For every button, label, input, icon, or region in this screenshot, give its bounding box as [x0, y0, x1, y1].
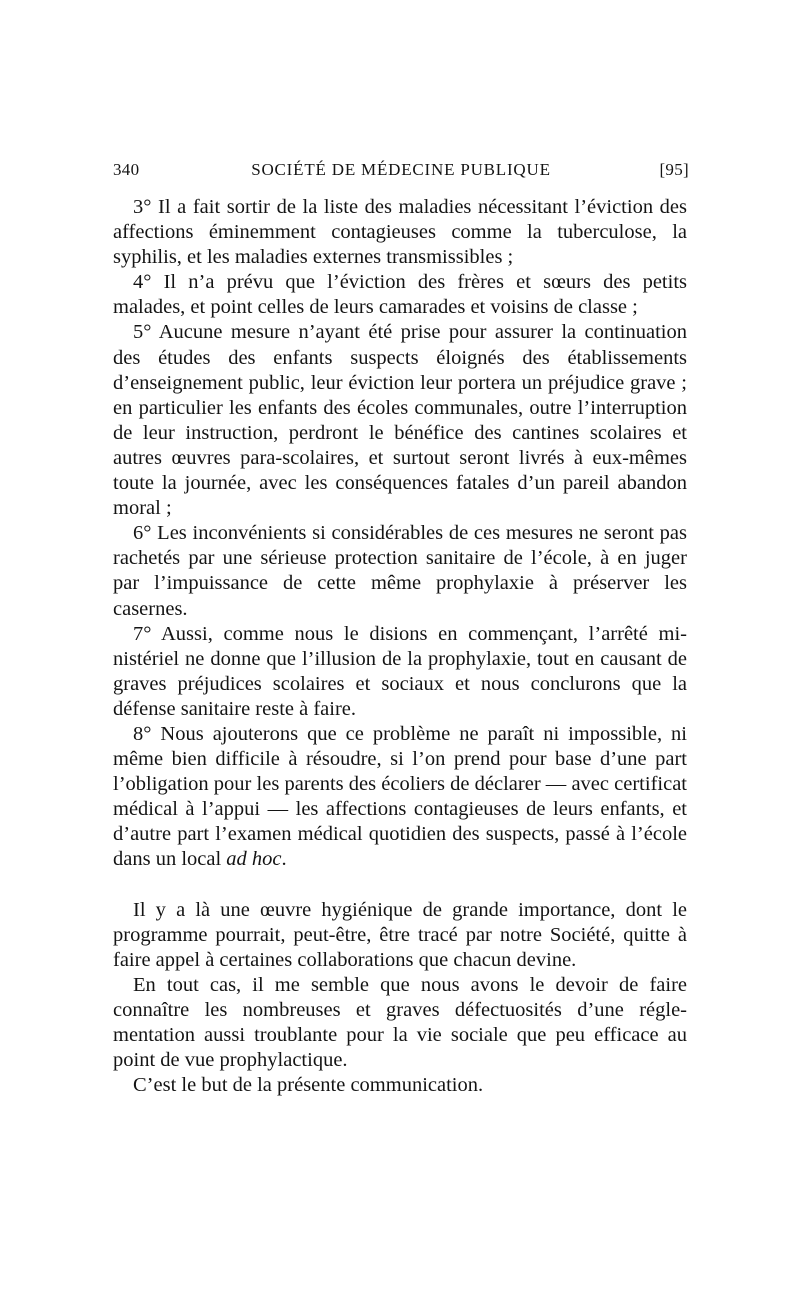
page-body: [113, 195, 687, 1098]
paragraph-item-8-end: .: [281, 848, 287, 871]
latin-phrase: ad hoc: [226, 848, 282, 871]
paragraph-item-5: 5° Aucune mesure n’ayant été prise pour assurer la continuation des études des enfants suspects éloignés des établissements d’enseignement public, leur éviction leur portera un préjudice grave ; en particulier les enfants des écoles communales, outre l’interruption de leur instruction, perdront le bénéfice des cantines scolaires et autres œuvres para-scolaires, et surtout seront livrés à eux-mêmes toute la journée, avec les conséquences fatales d’un pareil abandon moral ;: [113, 321, 687, 520]
closing-paragraph-1: Il y a là une œuvre hygiénique de grande importance, dont le programme pourrait, peut-être, être tracé par notre Société, quitte à faire appel à certaines collaborations que chacun devine.: [113, 898, 687, 971]
paragraph-item-8-text: 8° Nous ajouterons que ce problème ne paraît ni impossible, ni même bien difficile à résoudre, si l’on prend pour base d’une part l’obligation pour les parents des écoliers de déclarer — avec certificat médical à l’appui — les affections contagieuses de leurs enfants, et d’autre part l’examen médical quotidien des suspects, passé à l’école dans un local: [113, 722, 687, 871]
running-header: [113, 160, 689, 184]
paragraph-item-8: [113, 722, 687, 873]
running-title: SOCIÉTÉ DE MÉDECINE PUBLIQUE: [251, 160, 551, 179]
paragraph-item-7: 7° Aussi, comme nous le disions en commençant, l’arrêté ministériel ne donne que l’illusion de la prophylaxie, tout en causant de graves préjudices scolaires et sociaux et nous conclurons que la défense sanitaire reste à faire.: [113, 622, 687, 720]
paragraph-item-3: 3° Il a fait sortir de la liste des maladies nécessitant l’éviction des affections éminemment contagieuses comme la tuberculose, la syphilis, et les maladies externes transmissibles ;: [113, 196, 687, 269]
page-number: 340: [113, 160, 140, 179]
closing-paragraph-3: C’est le but de la présente communication.: [133, 1074, 484, 1097]
paragraph-item-6: 6° Les inconvénients si considérables de ces mesures ne seront pas rachetés par une sérieuse protection sanitaire de l’école, à en juger par l’impuissance de cette même prophylaxie à préserver les casernes.: [113, 522, 687, 620]
folio-number: [95]: [659, 160, 689, 179]
closing-paragraph-2: En tout cas, il me semble que nous avons le devoir de faire connaître les nombreuses et graves défectuosités d’une réglementation aussi troublante pour la vie sociale que peu efficace au point de vue prophylactique.: [113, 973, 687, 1072]
paragraph-item-4: 4° Il n’a prévu que l’éviction des frères et sœurs des petits malades, et point celles de leurs camarades et voisins de classe ;: [113, 271, 687, 319]
